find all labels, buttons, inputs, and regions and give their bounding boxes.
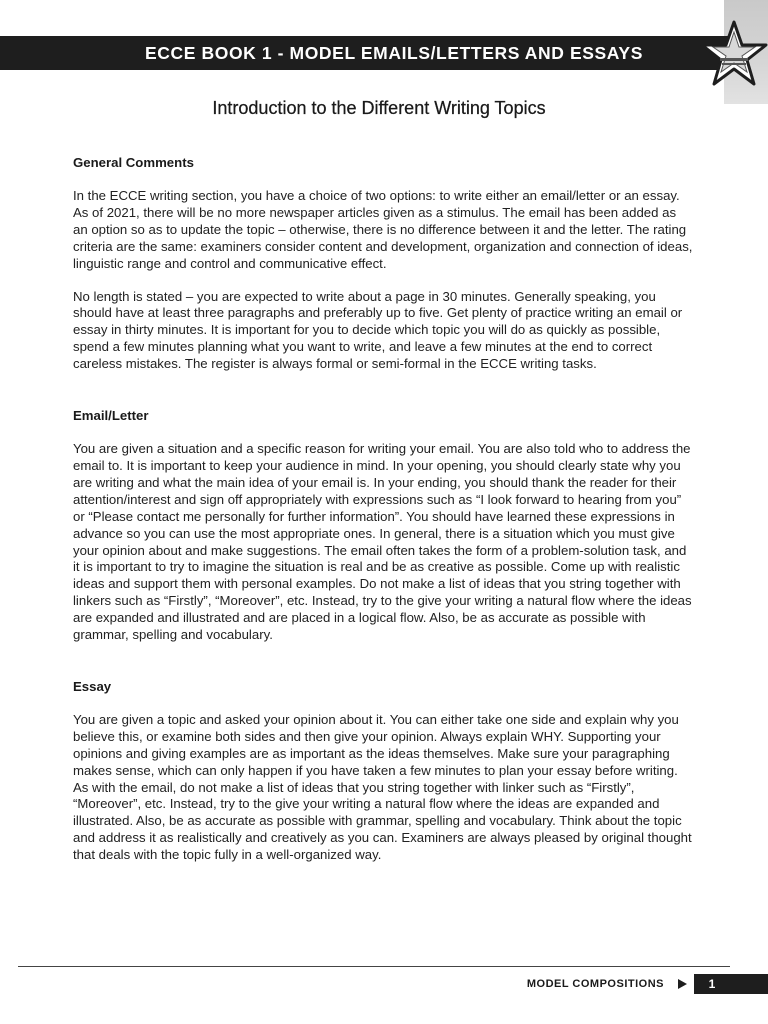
section-heading-general: General Comments — [73, 155, 194, 170]
star-badge-icon — [700, 18, 768, 92]
paragraph-general-2: No length is stated – you are expected to write about a page in 30 minutes. Generally speaking, you should have at least three paragraphs and preferably up to five. Get plenty of practice writing an email or essay in thirty minutes. It is important for you to decide which topic you will do as quickly as possible, spend a few minutes planning what you want to write, and leave a few minutes at the end to correct careless mistakes. The register is always formal or semi-formal in the ECCE writing tasks. — [73, 288, 683, 372]
paragraph-general-1: In the ECCE writing section, you have a choice of two options: to write either an email/letter or an essay. As of 2021, there will be no more newspaper articles given as a stimulus. The email has been added as an option so as to update the topic – otherwise, there is no difference between it and the letter. The rating criteria are the same: examiners consider content and development, organization and connection of ideas, linguistic range and control and communicative effect. — [73, 188, 693, 271]
page-number: 1 — [708, 977, 716, 991]
header-title: ECCE BOOK 1 - MODEL EMAILS/LETTERS AND ESSAYS — [145, 43, 643, 63]
section-spacer — [73, 373, 693, 407]
header-bar — [0, 36, 732, 70]
footer-rule — [18, 966, 730, 967]
paragraph-email-1: You are given a situation and a specific reason for writing your email. You are also told who to address the email to. It is important to keep your audience in mind. In your opening, you should clearly state why you are writing and what the main idea of your email is. In your ending, you should thank the reader for their attention/interest and sign off appropriately with expressions such as “I look forward to hearing from you” or “Please contact me personally for further information”. You should have learned these expressions in advance so you can use the most appropriate ones. In general, there is a situation which you must give your opinion about and make suggestions. The email often takes the form of a problem-solution task, and it is important to try to imagine the situation is real and be as creative as possible. Come up with realistic ideas and support them with personal examples. Do not make a list of ideas that you string together with linkers such as “Firstly”, “Moreover”, etc. Instead, try to the give your writing a natural flow where the ideas are expanded and illustrated and are placed in a logical flow. Also, be as accurate as possible with grammar, spelling and vocabulary. — [73, 441, 692, 643]
section-heading-essay: Essay — [73, 678, 112, 694]
paragraph-spacer — [73, 273, 693, 289]
triangle-right-icon — [676, 977, 688, 991]
footer-label: MODEL COMPOSITIONS — [526, 978, 664, 990]
main-content — [73, 154, 693, 864]
page-number-box — [694, 974, 768, 994]
page-title: Introduction to the Different Writing Topics — [212, 98, 546, 118]
paragraph-essay-1: You are given a topic and asked your opinion about it. You can either take one side and explain why you believe this, or examine both sides and then give your opinion. Always explain WHY. Supporting your opinions and giving examples are as important as the ideas themselves. Make sure your paragraphing makes sense, which can only happen if you have taken a few minutes to plan your essay before writing. As with the email, do not make a list of ideas that you string together with linker such as “Firstly”, “Moreover”, etc. Instead, try to the give your writing a natural flow where the ideas are expanded and illustrated. Also, be as accurate as possible with grammar, spelling and vocabulary. Think about the topic and address it as realistically and creatively as you can. Examiners are always pleased by original thought that deals with the topic fully in a well-organized way. — [73, 711, 692, 863]
section-spacer — [73, 644, 693, 678]
section-heading-email: Email/Letter — [73, 408, 149, 424]
